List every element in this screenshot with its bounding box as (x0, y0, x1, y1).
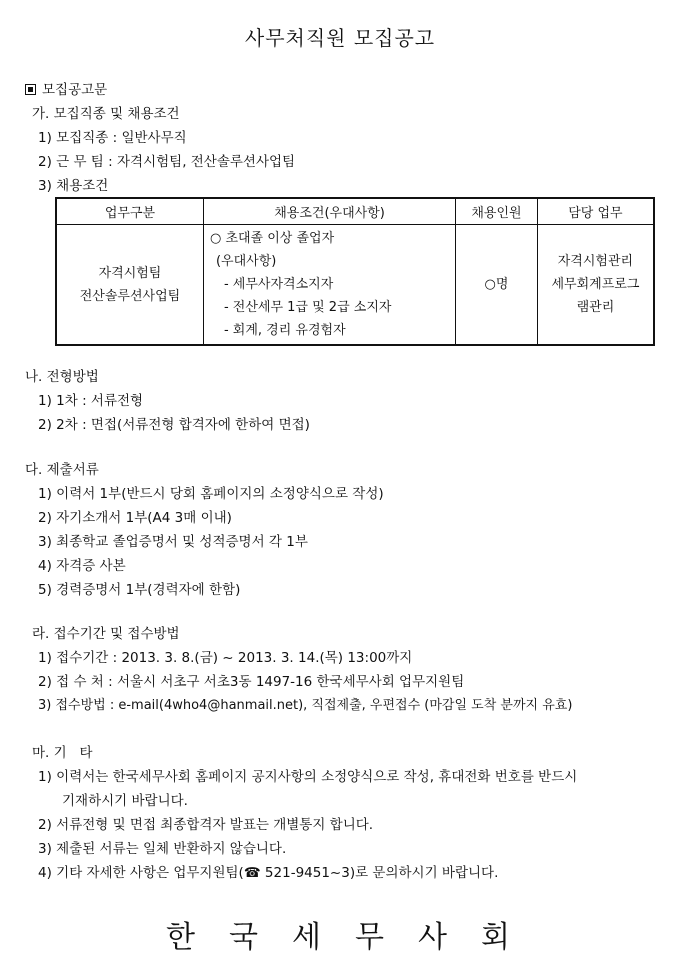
section-ma-heading: 마. 기 타 (32, 745, 93, 761)
division-line: 전산솔루션사업팀 (79, 288, 181, 304)
section-ga-item: 3) 채용조건 (38, 178, 109, 194)
section-ga-item: 1) 모집직종 : 일반사무직 (38, 130, 187, 146)
table-header-cell: 담당 업무 (537, 198, 654, 225)
square-bullet-icon (25, 84, 36, 95)
section-ma-item: 2) 서류전형 및 면접 최종합격자 발표는 개별통지 합니다. (38, 817, 374, 833)
notice-header (25, 78, 107, 98)
condition-line: (우대사항) (215, 254, 277, 269)
condition-line: - 세무사자격소지자 (223, 277, 334, 292)
table-header-row (56, 198, 654, 225)
table-header-cell: 채용조건(우대사항) (203, 198, 455, 225)
section-ra-item: 3) 접수방법 : e-mail(4who4@hanmail.net), 직접제출, 우편접수 (마감일 도착 분까지 유효) (38, 698, 573, 713)
headcount-cell: ○명 (456, 225, 538, 346)
section-da-item: 4) 자격증 사본 (38, 558, 126, 574)
notice-header-label: 모집공고문 (42, 82, 108, 98)
duty-line: 램관리 (576, 300, 615, 315)
condition-line: - 전산세무 1급 및 2급 소지자 (223, 300, 392, 315)
section-da-item: 1) 이력서 1부(반드시 당회 홈페이지의 소정양식으로 작성) (38, 486, 384, 502)
duty-cell (537, 225, 654, 346)
condition-line: ○ 초대졸 이상 졸업자 (209, 231, 335, 246)
section-ga-item: 2) 근 무 팀 : 자격시험팀, 전산솔루션사업팀 (38, 154, 296, 170)
hiring-conditions-table (55, 197, 655, 346)
duty-line: 자격시험관리 (557, 254, 634, 269)
section-ma-item: 3) 제출된 서류는 일체 반환하지 않습니다. (38, 841, 287, 857)
section-ra-item: 1) 접수기간 : 2013. 3. 8.(금) ~ 2013. 3. 14.(목) 13:00까지 (38, 650, 413, 666)
section-ra-item: 2) 접 수 처 : 서울시 서초구 서초3동 1497-16 한국세무사회 업무지원팀 (38, 674, 465, 690)
section-ma-item-continuation: 기재하시기 바랍니다. (62, 793, 188, 809)
table-row (56, 225, 654, 346)
division-line: 자격시험팀 (98, 265, 162, 281)
section-na-item: 2) 2차 : 면접(서류전형 합격자에 한하여 면접) (38, 417, 310, 433)
section-da-heading: 다. 제출서류 (25, 462, 99, 478)
section-da-item: 2) 자기소개서 1부(A4 3매 이내) (38, 510, 232, 526)
condition-line: - 회계, 경리 유경험자 (223, 323, 346, 338)
section-ra-heading: 라. 접수기간 및 접수방법 (32, 626, 180, 642)
condition-cell (203, 225, 455, 346)
duty-line: 세무회계프로그 (551, 277, 640, 292)
section-ga-heading: 가. 모집직종 및 채용조건 (32, 106, 180, 122)
document-title: 사무처직원 모집공고 (244, 26, 436, 50)
section-da-item: 3) 최종학교 졸업증명서 및 성적증명서 각 1부 (38, 534, 308, 550)
section-ma-item: 1) 이력서는 한국세무사회 홈페이지 공지사항의 소정양식으로 작성, 휴대전화 번호를 반드시 (38, 769, 578, 785)
section-na-heading: 나. 전형방법 (25, 369, 99, 385)
section-ma-item: 4) 기타 자세한 사항은 업무지원팀(☎ 521-9451~3)로 문의하시기 바랍니다. (38, 865, 499, 881)
section-na-item: 1) 1차 : 서류전형 (38, 393, 144, 409)
organization-name: 한국세무사회 (166, 920, 544, 955)
division-cell (56, 225, 203, 346)
section-da-item: 5) 경력증명서 1부(경력자에 한함) (38, 582, 241, 598)
table-header-cell: 업무구분 (56, 198, 203, 225)
table-header-cell: 채용인원 (456, 198, 538, 225)
